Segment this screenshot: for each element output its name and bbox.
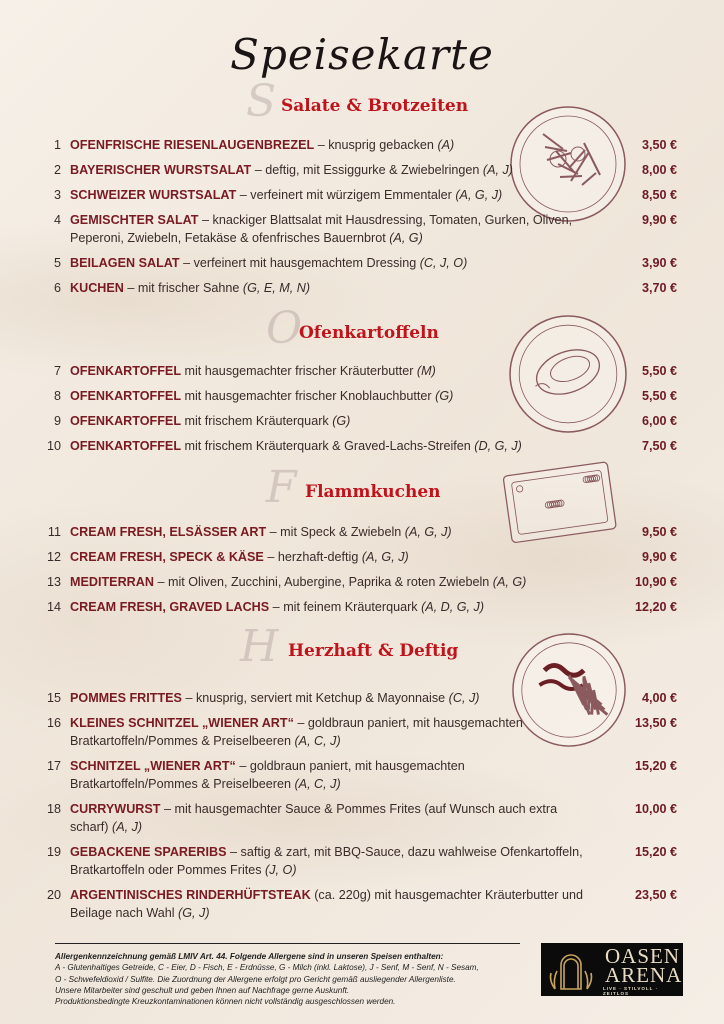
logo-line2: ARENA [605, 963, 683, 987]
item-price: 23,50 € [634, 887, 677, 902]
menu-item [0, 569, 724, 594]
section-heading: Herzhaft & Deftig [288, 641, 459, 661]
page-title: Speisekarte [230, 30, 494, 79]
item-description: – mit frischer Sahne [123, 280, 243, 295]
item-name: CREAM FRESH, SPECK & KÄSE [70, 549, 264, 564]
item-description: – saftig & zart, mit BBQ-Sauce, dazu wahlweise Ofenkartoffeln, Bratkartoffeln oder Pommes Frites [70, 844, 583, 877]
item-number: 17 [46, 758, 61, 773]
item-name: POMMES FRITTES [70, 690, 182, 705]
menu-item [0, 544, 724, 569]
item-number: 1 [53, 137, 61, 152]
item-allergens: (A, J) [112, 819, 143, 834]
menu-item [0, 275, 724, 300]
item-allergens: (A, C, J) [294, 733, 341, 748]
item-price: 9,90 € [641, 212, 677, 227]
item-description: – deftig, mit Essiggurke & Zwiebelringen [251, 162, 483, 177]
footer-divider [55, 943, 520, 944]
oasen-arena-logo [541, 943, 683, 996]
item-allergens: (J, O) [265, 862, 297, 877]
menu-item [0, 753, 724, 796]
item-allergens: (D, G, J) [474, 438, 522, 453]
item-price: 9,90 € [641, 549, 677, 564]
item-allergens: (A, G) [492, 574, 527, 589]
item-number: 4 [53, 212, 61, 227]
item-description: – mit Speck & Zwiebeln [266, 524, 405, 539]
item-allergens: (A, C, J) [294, 776, 341, 791]
logo-line1: OASEN [605, 944, 681, 968]
item-number: 10 [46, 438, 61, 453]
item-number: 18 [46, 801, 61, 816]
item-price: 7,50 € [641, 438, 677, 453]
item-price: 8,50 € [641, 187, 677, 202]
section-heading: Ofenkartoffeln [299, 323, 439, 343]
allergen-line: Produktionsbedingte Kreuzkontaminationen können nicht vollständig ausgeschlossen werden. [55, 997, 396, 1007]
allergen-heading: Allergenkennzeichnung gemäß LMIV Art. 44. Folgende Allergene sind in unseren Speisen enthalten: [55, 952, 444, 961]
item-number: 14 [46, 599, 61, 614]
item-description: – herzhaft-deftig [263, 549, 362, 564]
item-price: 6,00 € [641, 413, 677, 428]
allergen-line: O - Schwefeldioxid / Sulfite. Die Zuordnung der Allergene erfolgt pro Gericht gemäß ausliegender Allergenliste. [55, 974, 456, 984]
menu-item [0, 383, 724, 408]
menu-item [0, 685, 724, 710]
item-price: 10,00 € [634, 801, 677, 816]
item-description: mit hausgemachter frischer Knoblauchbutter [181, 388, 436, 403]
item-allergens: (G) [332, 413, 351, 428]
menu-item [0, 710, 724, 753]
item-name: OFENKARTOFFEL [70, 438, 182, 453]
item-allergens: (G, J) [178, 905, 210, 920]
menu-item [0, 250, 724, 275]
item-number: 7 [53, 363, 61, 378]
allergen-line: A - Glutenhaltiges Getreide, C - Eier, D - Fisch, E - Erdnüsse, G - Milch (inkl. Laktose), J - Senf, M - Senf, N - Sesam, [55, 963, 479, 973]
item-number: 13 [46, 574, 61, 589]
item-allergens: (A, G, J) [361, 549, 409, 564]
item-description: – knackiger Blattsalat mit Hausdressing, Tomaten, Gurken, Oliven, Peperoni, Zwiebeln, Fetakäse & ofenfrisches Bauernbrot [70, 212, 573, 245]
item-price: 15,20 € [634, 844, 677, 859]
menu-item [0, 519, 724, 544]
item-number: 16 [46, 715, 61, 730]
menu-item [0, 839, 724, 882]
menu-item [0, 157, 724, 182]
item-description: mit hausgemachter frischer Kräuterbutter [181, 363, 417, 378]
item-price: 3,50 € [641, 137, 677, 152]
item-price: 3,70 € [641, 280, 677, 295]
item-description: mit frischem Kräuterquark [181, 413, 333, 428]
allergen-line: Unsere Mitarbeiter sind geschult und geben Ihnen auf Nachfrage gerne Auskunft. [55, 985, 350, 995]
menu-item [0, 132, 724, 157]
menu-item [0, 207, 724, 250]
item-description: – mit hausgemachter Sauce & Pommes Frites (auf Wunsch auch extra scharf) [70, 801, 558, 834]
item-description: mit frischem Kräuterquark & Graved-Lachs-Streifen [181, 438, 475, 453]
section-heading: Salate & Brotzeiten [281, 96, 469, 116]
item-price: 10,90 € [634, 574, 677, 589]
item-price: 12,20 € [634, 599, 677, 614]
item-allergens: (A, G) [389, 230, 423, 245]
item-number: 20 [46, 887, 61, 902]
item-allergens: (A, J) [482, 162, 514, 177]
menu-item [0, 594, 724, 619]
item-description: – knusprig gebacken [314, 137, 438, 152]
item-price: 9,50 € [641, 524, 677, 539]
arch-icon [541, 943, 601, 996]
item-allergens: (A, G, J) [455, 187, 503, 202]
item-name: CREAM FRESH, GRAVED LACHS [70, 599, 270, 614]
item-allergens: (A, G, J) [404, 524, 452, 539]
item-name: OFENFRISCHE RIESENLAUGENBREZEL [70, 137, 315, 152]
section-heading: Flammkuchen [305, 482, 441, 502]
item-description: – mit Oliven, Zucchini, Aubergine, Paprika & roten Zwiebeln [153, 574, 493, 589]
item-price: 5,50 € [641, 363, 677, 378]
item-allergens: (C, J) [448, 690, 480, 705]
item-price: 8,00 € [641, 162, 677, 177]
item-name: KUCHEN [70, 280, 124, 295]
item-number: 15 [46, 690, 61, 705]
decorative-initial: F [266, 462, 297, 513]
item-number: 5 [53, 255, 61, 270]
item-number: 9 [53, 413, 61, 428]
item-number: 11 [47, 524, 61, 539]
item-allergens: (M) [416, 363, 436, 378]
decorative-initial: S [246, 76, 277, 127]
item-name: SCHWEIZER WURSTSALAT [70, 187, 237, 202]
item-allergens: (A, D, G, J) [421, 599, 485, 614]
item-price: 5,50 € [641, 388, 677, 403]
item-allergens: (C, J, O) [419, 255, 468, 270]
menu-item [0, 796, 724, 839]
item-name: GEBACKENE SPARERIBS [70, 844, 227, 859]
menu-item [0, 882, 724, 925]
allergen-notice [55, 951, 525, 1007]
item-name: OFENKARTOFFEL [70, 388, 182, 403]
item-price: 4,00 € [641, 690, 677, 705]
item-name: MEDITERRAN [70, 574, 154, 589]
item-price: 13,50 € [634, 715, 677, 730]
item-number: 3 [53, 187, 61, 202]
item-name: ARGENTINISCHES RINDERHÜFTSTEAK [70, 887, 311, 902]
item-number: 6 [53, 280, 61, 295]
item-name: OFENKARTOFFEL [70, 363, 182, 378]
item-allergens: (A) [437, 137, 455, 152]
item-name: BEILAGEN SALAT [70, 255, 180, 270]
item-name: OFENKARTOFFEL [70, 413, 182, 428]
item-price: 15,20 € [634, 758, 677, 773]
item-description: – knusprig, serviert mit Ketchup & Mayonnaise [181, 690, 449, 705]
item-name: BAYERISCHER WURSTSALAT [70, 162, 252, 177]
logo-tagline: LIVE · STILVOLL · ZEITLOS [603, 986, 659, 996]
item-number: 19 [46, 844, 61, 859]
item-description: – verfeinert mit würzigem Emmentaler [236, 187, 456, 202]
item-description: – verfeinert mit hausgemachtem Dressing [179, 255, 420, 270]
decorative-initial: O [266, 303, 303, 354]
menu-item [0, 182, 724, 207]
item-name: KLEINES SCHNITZEL „WIENER ART“ [70, 715, 294, 730]
item-description: – mit feinem Kräuterquark [269, 599, 422, 614]
decorative-initial: H [240, 621, 279, 672]
menu-item [0, 408, 724, 433]
item-name: GEMISCHTER SALAT [70, 212, 199, 227]
item-allergens: (G, E, M, N) [242, 280, 311, 295]
item-description: – goldbraun paniert, mit hausgemachten Bratkartoffeln/Pommes & Preiselbeeren [70, 758, 465, 791]
menu-item [0, 358, 724, 383]
item-name: CREAM FRESH, ELSÄSSER ART [70, 524, 267, 539]
item-price: 3,90 € [641, 255, 677, 270]
item-description: (ca. 220g) mit hausgemachter Kräuterbutter und Beilage nach Wahl [70, 887, 584, 920]
item-description: – goldbraun paniert, mit hausgemachten Bratkartoffeln/Pommes & Preiselbeeren [70, 715, 523, 748]
item-number: 12 [46, 549, 61, 564]
item-name: SCHNITZEL „WIENER ART“ [70, 758, 236, 773]
item-name: CURRYWURST [70, 801, 161, 816]
item-number: 8 [53, 388, 61, 403]
item-number: 2 [53, 162, 61, 177]
item-allergens: (G) [435, 388, 454, 403]
